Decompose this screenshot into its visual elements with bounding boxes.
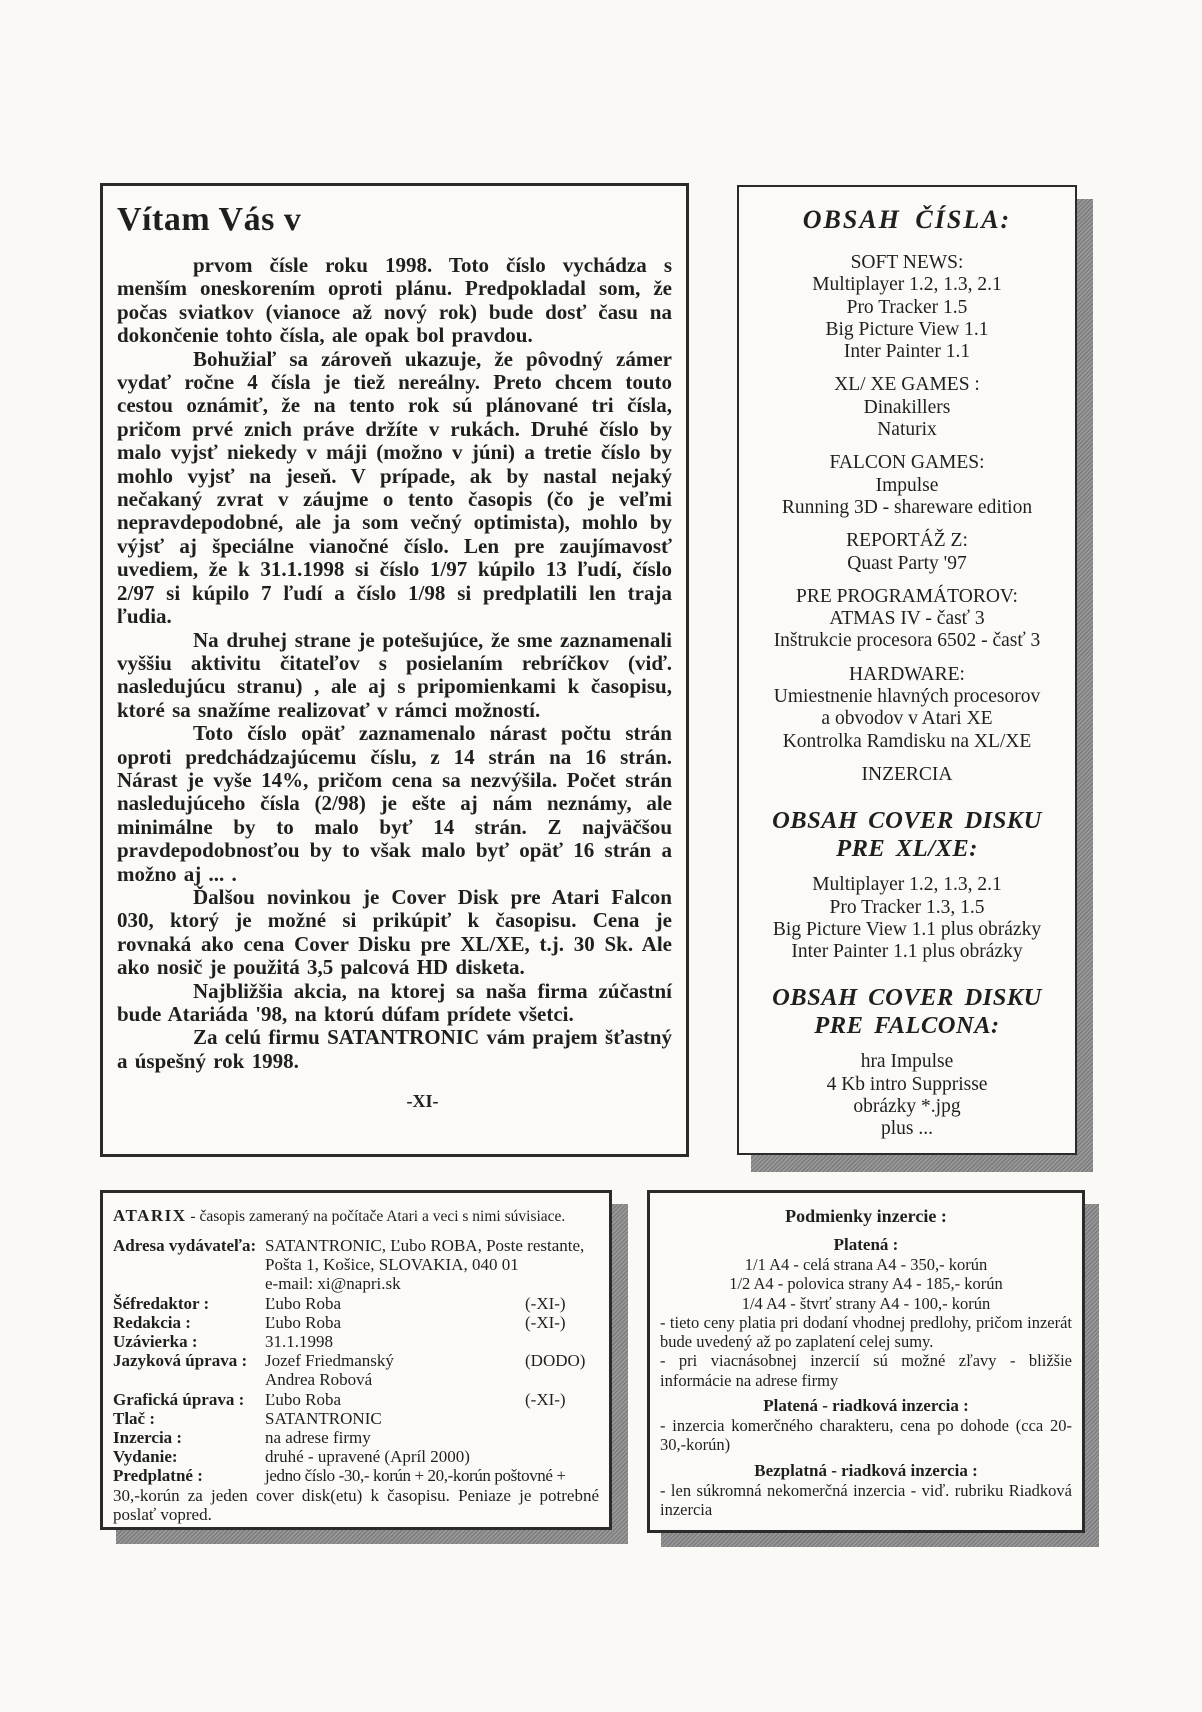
toc-line: Running 3D - shareware edition [781,496,1033,518]
impressum-row [113,1351,599,1370]
impressum-row [113,1390,599,1409]
toc-line: Big Picture View 1.1 [825,318,989,340]
impressum-box [100,1190,612,1530]
ads-line: 1/4 A4 - štvrť strany A4 - 100,- korún [741,1293,991,1313]
toc-line [747,753,1067,764]
toc-line: plus ... [880,1118,933,1140]
impressum-row-label: Redakcia : [113,1312,191,1332]
impressum-row-label: Šéfredaktor : [113,1293,210,1313]
toc-line: PRE PROGRAMÁTOROV: [796,585,1018,607]
ads-line: - len súkromná nekomerčná inzercia - viď. rubriku Riadková inzercia [660,1480,1072,1519]
magazine-name: ATARIX [113,1206,187,1225]
impressum-row [113,1409,599,1428]
toc-line: INZERCIA [861,763,953,785]
ads-line: - tieto ceny platia pri dodaní vhodnej predlohy, pričom inzerát bude uvedený až po zaplatení celej sumy. [660,1312,1072,1352]
toc-line [747,1040,1067,1051]
toc-line: Umiestnenie hlavných procesorov [773,686,1041,708]
editorial-paragraph: Za celú firmu SATANTRONIC vám prajem šťastný a úspešný rok 1998. [117,1025,672,1073]
ads-line: - pri viacnásobnej inzercií sú možné zľavy - bližšie informácie na adrese firmy [660,1351,1072,1390]
toc-line: XL/ XE GAMES : [834,374,980,396]
toc-line: hra Impulse [860,1051,954,1073]
impressum-row-value: Pošta 1, Košice, SLOVAKIA, 040 01 [265,1255,519,1275]
toc-line: Dinakillers [863,396,951,418]
impressum-row-value: Ľubo Roba [265,1312,342,1332]
impressum-row-label: Grafická úprava : [113,1389,245,1409]
toc-line: HARDWARE: [849,663,965,685]
impressum-row-value: jedno číslo -30,- korún + 20,-korún poštovné + [265,1466,566,1486]
toc-line: Impulse [875,474,939,496]
toc-line [747,519,1067,530]
toc-line [747,863,1067,874]
toc-line: Pro Tracker 1.3, 1.5 [829,896,985,918]
impressum-row-value: SATANTRONIC [265,1408,382,1428]
toc-line: obrázky *.jpg [853,1096,961,1118]
magazine-tagline: - časopis zameraný na počítače Atari a veci s nimi súvisiace. [190,1208,566,1225]
impressum-row-label: Jazyková úprava : [113,1351,248,1371]
ads-lines [660,1235,1072,1519]
toc-line: OBSAH COVER DISKU [772,807,1042,835]
toc-line: Quast Party '97 [847,552,967,574]
impressum-row [113,1255,599,1274]
impressum-row [113,1236,599,1255]
impressum-row-value: Ľubo Roba [265,1389,342,1409]
impressum-row [113,1294,599,1313]
ads-line: Platená - riadková inzercia : [763,1396,969,1416]
toc-line: Inter Painter 1.1 plus obrázky [791,941,1023,963]
toc-line: PRE XL/XE: [836,835,978,863]
impressum-row [113,1274,599,1293]
impressum-row-value: na adrese firmy [265,1428,371,1448]
impressum-row-note: (DODO) [525,1351,586,1371]
impressum-row [113,1447,599,1466]
impressum-rows [113,1236,599,1486]
impressum-footer: 30,-korún za jeden cover disk(etu) k časopisu. Peniaze je potrebné poslať vopred. [113,1485,599,1524]
impressum-row-value: e-mail: xi@napri.sk [265,1274,401,1294]
editorial-title: Vítam Vás v [117,201,302,238]
impressum-row [113,1466,599,1485]
impressum-row [113,1428,599,1447]
impressum-row [113,1332,599,1351]
impressum-row-label: Uzávierka : [113,1332,198,1352]
toc-line: SOFT NEWS: [850,252,964,273]
editorial-body [117,254,672,1073]
impressum-row-label: Vydanie: [113,1447,178,1467]
impressum-row-label: Adresa vydávateľa: [113,1236,257,1255]
ads-line: 1/1 A4 - celá strana A4 - 350,- korún [744,1255,988,1274]
toc-line: Multiplayer 1.2, 1.3, 2.1 [812,874,1002,896]
editorial-signature: -XI- [406,1091,439,1112]
toc-line [747,786,1067,807]
toc-line: Kontrolka Ramdisku na XL/XE [782,730,1032,752]
toc-line: Naturix [877,419,937,441]
toc-line: Pro Tracker 1.5 [846,296,968,318]
ads-line: 1/2 A4 - polovica strany A4 - 185,- korún [729,1274,1003,1294]
toc-line: REPORTÁŽ Z: [846,530,968,552]
editorial-paragraph: Na druhej strane je potešujúce, že sme zaznamenali vyššiu aktivitu čitateľov s posielaním rebríčkov (viď. nasledujúcu stranu) , ale aj s pripomienkami k časopisu, ktoré sa snažíme realizovať v rámci možností. [117,627,672,722]
ads-line: Platená : [833,1235,899,1254]
toc-title: OBSAH ČÍSLA: [802,205,1012,234]
impressum-row [113,1313,599,1332]
toc-line: Inštrukcie procesora 6502 - časť 3 [773,630,1041,652]
editorial-paragraph: Ďalšou novinkou je Cover Disk pre Atari Falcon 030, ktorý je možné si prikúpiť k časopisu. Cena je rovnaká ako cena Cover Disku pre XL/XE, t.j. 30 Sk. Ale ako nosič je použitá 3,5 palcová HD disketa. [117,884,672,980]
toc-line [747,653,1067,664]
impressum-row-label: Predplatné : [113,1466,203,1486]
toc-line [747,963,1067,984]
toc-line: Inter Painter 1.1 [843,341,971,363]
toc-line: a obvodov v Atari XE [821,708,993,730]
impressum-row-label: Inzercia : [113,1428,183,1448]
editorial-paragraph: prvom čísle roku 1998. Toto číslo vychádza s menším oneskorením oproti plánu. Predpokladal som, že počas sviatkov (vianoce až nový rok) bude dosť času na dokončenie tohto čísla, ale opak bol pravdou. [117,253,672,348]
ads-box [647,1190,1085,1533]
impressum-row-label: Tlač : [113,1408,156,1428]
impressum-row-value: Jozef Friedmanský [265,1351,394,1371]
impressum-row-value: Andrea Robová [265,1370,373,1390]
toc-line: 4 Kb intro Supprisse [826,1073,988,1095]
ads-title: Podmienky inzercie : [785,1206,947,1226]
toc-line: Multiplayer 1.2, 1.3, 2.1 [812,274,1002,296]
editorial-paragraph: Toto číslo opäť zaznamenalo nárast počtu strán oproti predchádzajúcemu číslu, z 14 strán na 16 strán. Nárast je vyše 14%, pričom cena sa nezvýšila. Počet strán nasledujúceho čísla (2/98) je ešte aj nám neznámy, ale minimálne by to malo byť 14 strán. Z najväčšou pravdepodobnosťou by to však malo byť opäť 16 strán a možno aj ... . [117,721,672,886]
impressum-row-note: (-XI-) [525,1293,566,1313]
toc-lines [747,252,1067,1141]
impressum-row-value: Ľubo Roba [265,1293,342,1313]
impressum-row-note: (-XI-) [525,1312,566,1332]
impressum-intro [113,1205,599,1228]
editorial-paragraph: Najbližšia akcia, na ktorej sa naša firma zúčastní bude Atariáda '98, na ktorú dúfam prídete všetci. [117,978,672,1026]
toc-box [737,185,1077,1155]
ads-line: - inzercia komerčného charakteru, cena po dohode (cca 20-30,-korún) [660,1416,1072,1455]
toc-line [747,363,1067,374]
impressum-row [113,1370,599,1389]
editorial-box [100,183,689,1157]
impressum-row-note: (-XI-) [525,1389,566,1409]
toc-line: OBSAH COVER DISKU [772,984,1042,1012]
impressum-row-value: druhé - upravené (Apríl 2000) [265,1447,470,1467]
toc-line: ATMAS IV - časť 3 [829,608,985,630]
editorial-paragraph: Bohužiaľ sa zároveň ukazuje, že pôvodný zámer vydať ročne 4 čísla je tiež nereálny. Preto chcem touto cestou oznámiť, že na tento rok sú plánované tri čísla, pričom prvé znich práve držíte v rukách. Druhé číslo by malo vyjsť niekedy v máji (možno v júni) a tretie číslo by mohlo vyjsť na jeseň. V prípade, ak by nastal nejaký nečakaný zvrat v záujme o tento časopis (čo je veľmi nepravdepodobné, ale ja som večný optimista), mohlo by výjsť aj špeciálne vianočné číslo. Len pre zaujímavosť uvediem, že k 31.1.1998 si číslo 1/97 kúpilo 13 ľudí, číslo 2/97 si kúpilo 7 ľudí a číslo 1/98 si predplatili len traja ľudia. [117,346,672,629]
toc-line: FALCON GAMES: [829,452,985,474]
toc-line: PRE FALCONA: [814,1012,1000,1040]
ads-line: Bezplatná - riadková inzercia : [754,1460,978,1480]
impressum-row-value: 31.1.1998 [265,1332,333,1352]
impressum-row-value: SATANTRONIC, Ľubo ROBA, Poste restante, [265,1236,585,1255]
toc-line [747,441,1067,452]
toc-line: Big Picture View 1.1 plus obrázky [772,918,1042,940]
toc-line [747,575,1067,586]
